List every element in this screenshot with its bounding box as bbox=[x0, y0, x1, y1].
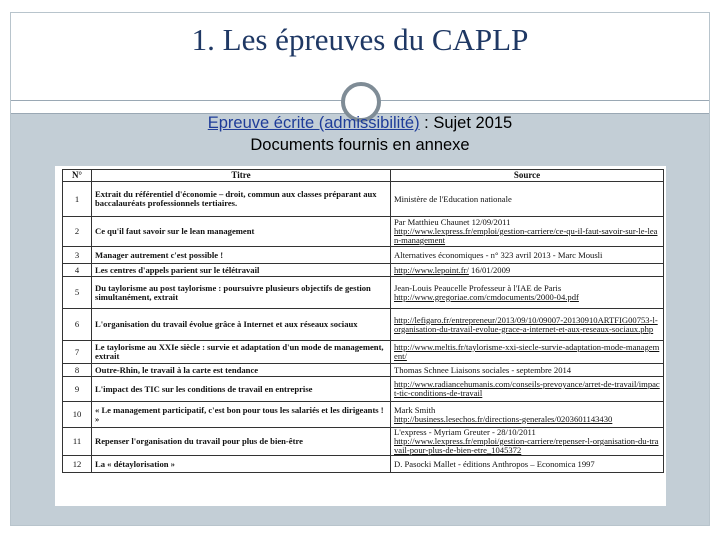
table-row bbox=[63, 456, 664, 473]
source-text: Alternatives économiques - n° 323 avril 2013 - Marc Mousli bbox=[394, 249, 603, 260]
row-source bbox=[391, 264, 664, 277]
source-link[interactable]: http://www.lexpress.fr/emploi/gestion-carriere/repenser-l-organisation-du-travail-pour-plus-de-bien-etre_1045372 bbox=[394, 436, 659, 455]
row-number: 1 bbox=[63, 182, 92, 217]
table-row bbox=[63, 182, 664, 217]
row-source bbox=[391, 309, 664, 341]
header-source: Source bbox=[391, 170, 664, 182]
slide-title: 1. Les épreuves du CAPLP bbox=[191, 22, 529, 57]
header-num: N° bbox=[63, 170, 92, 182]
row-number: 7 bbox=[63, 341, 92, 364]
row-title: Ce qu'il faut savoir sur le lean management bbox=[92, 217, 391, 247]
row-number: 6 bbox=[63, 309, 92, 341]
row-source bbox=[391, 364, 664, 377]
header-titre: Titre bbox=[92, 170, 391, 182]
row-source bbox=[391, 341, 664, 364]
table-row bbox=[63, 217, 664, 247]
source-link[interactable]: http://www.radiancehumanis.com/conseils-prevoyance/arret-de-travail/impact-tic-conditions-de-travail bbox=[394, 379, 660, 398]
row-source bbox=[391, 377, 664, 402]
source-text: Ministère de l'Education nationale bbox=[394, 193, 512, 204]
table-row bbox=[63, 377, 664, 402]
row-number: 3 bbox=[63, 247, 92, 264]
source-text: L'express - Myriam Greuter - 28/10/2011 bbox=[394, 427, 536, 437]
row-title: Manager autrement c'est possible ! bbox=[92, 247, 391, 264]
source-link[interactable]: http://www.lexpress.fr/emploi/gestion-carriere/ce-qu-il-faut-savoir-sur-le-lean-management bbox=[394, 226, 658, 245]
row-number: 9 bbox=[63, 377, 92, 402]
subtitle-link[interactable]: Epreuve écrite (admissibilité) bbox=[207, 114, 420, 132]
row-title: La « détaylorisation » bbox=[92, 456, 391, 473]
row-source bbox=[391, 428, 664, 456]
source-text: Thomas Schnee Liaisons sociales - septembre 2014 bbox=[394, 364, 572, 375]
row-title: Repenser l'organisation du travail pour plus de bien-être bbox=[92, 428, 391, 456]
row-title: Outre-Rhin, le travail à la carte est tendance bbox=[92, 364, 391, 377]
row-number: 5 bbox=[63, 277, 92, 309]
source-text: Par Matthieu Chaunet 12/09/2011 bbox=[394, 217, 511, 227]
source-link[interactable]: http://www.lepoint.fr/ bbox=[394, 264, 469, 275]
row-number: 2 bbox=[63, 217, 92, 247]
row-number: 10 bbox=[63, 402, 92, 428]
table-row bbox=[63, 428, 664, 456]
table-row bbox=[63, 247, 664, 264]
row-number: 4 bbox=[63, 264, 92, 277]
table-row bbox=[63, 402, 664, 428]
source-link[interactable]: http://lefigaro.fr/entrepreneur/2013/09/10/09007-20130910ARTFIG00753-l-organisation-du-travail-evolue-grace-a-internet-et-aux-reseaux-sociaux.php bbox=[394, 314, 658, 334]
subtitle-line2: Documents fournis en annexe bbox=[250, 136, 470, 154]
source-text: Jean-Louis Peaucelle Professeur à l'IAE de Paris bbox=[394, 282, 562, 293]
table-row bbox=[63, 309, 664, 341]
table-row bbox=[63, 364, 664, 377]
row-title: Les centres d'appels parient sur le télétravail bbox=[92, 264, 391, 277]
row-source bbox=[391, 182, 664, 217]
table-row bbox=[63, 264, 664, 277]
source-link[interactable]: http://business.lesechos.fr/directions-generales/0203601143430 bbox=[394, 413, 613, 424]
row-number: 8 bbox=[63, 364, 92, 377]
row-number: 12 bbox=[63, 456, 92, 473]
row-title: Le taylorisme au XXIe siècle : survie et adaptation d'un mode de management, extrait bbox=[92, 341, 391, 364]
source-link[interactable]: http://www.meltis.fr/taylorisme-xxi-siecle-survie-adaptation-mode-management/ bbox=[394, 342, 660, 361]
subtitle-rest: : Sujet 2015 bbox=[419, 114, 513, 132]
source-link[interactable]: http://www.gregoriae.com/cmdocuments/2000-04.pdf bbox=[394, 291, 579, 302]
row-source bbox=[391, 247, 664, 264]
source-text: Mark Smith bbox=[394, 404, 436, 415]
row-title: L'organisation du travail évolue grâce à Internet et aux réseaux sociaux bbox=[92, 309, 391, 341]
table-row bbox=[63, 341, 664, 364]
row-source bbox=[391, 277, 664, 309]
row-source bbox=[391, 217, 664, 247]
row-source bbox=[391, 456, 664, 473]
slide-subtitle bbox=[0, 114, 720, 155]
source-text: D. Pasocki Mallet - éditions Anthropos – Economica 1997 bbox=[394, 458, 595, 469]
row-source bbox=[391, 402, 664, 428]
row-title: Extrait du référentiel d'économie – droit, commun aux classes préparant aux baccalauréats professionnels tertiaires. bbox=[92, 182, 391, 217]
row-title: Du taylorisme au post taylorisme : poursuivre plusieurs objectifs de gestion simultanément, extrait bbox=[92, 277, 391, 309]
table-row bbox=[63, 277, 664, 309]
row-title: L'impact des TIC sur les conditions de travail en entreprise bbox=[92, 377, 391, 402]
row-title: « Le management participatif, c'est bon pour tous les salariés et les dirigeants ! » bbox=[92, 402, 391, 428]
documents-table bbox=[62, 169, 664, 473]
table-header-row bbox=[63, 170, 664, 182]
document-scan bbox=[55, 166, 666, 506]
source-date: 16/01/2009 bbox=[468, 264, 511, 275]
row-number: 11 bbox=[63, 428, 92, 456]
